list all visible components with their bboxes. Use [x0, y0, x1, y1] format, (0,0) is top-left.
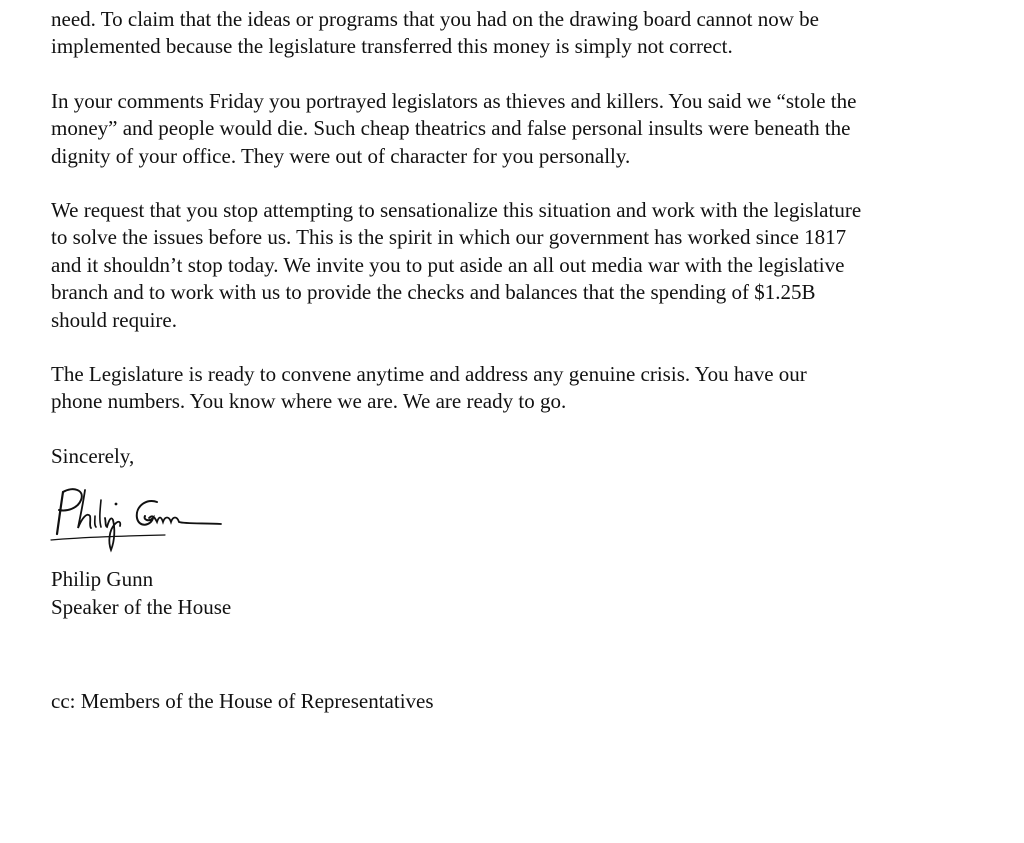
signer-name: Philip Gunn [51, 567, 154, 592]
paragraph-3: We request that you stop attempting to sensationalize this situation and work with the legislature to solve the issues before us. This is the spirit in which our government has worked since 1817 and it shouldn’t stop today. We invite you to put aside an all out media war with the legislative branch and to work with us to provide the checks and balances that the spending of $1.25B should require. [51, 198, 862, 332]
paragraph-4: The Legislature is ready to convene anytime and address any genuine crisis. You have our phone numbers. You know where we are. We are ready to go. [51, 362, 807, 414]
signer-block [51, 566, 991, 621]
handwritten-signature [45, 480, 245, 562]
closing-salutation: Sincerely, [51, 443, 135, 468]
paragraph-2: In your comments Friday you portrayed legislators as thieves and killers. You said we “stole the money” and people would die. Such cheap theatrics and false personal insults were beneath the dignity of your office. They were out of character for you personally. [51, 88, 857, 168]
signer-title: Speaker of the House [51, 594, 232, 619]
letter-page [51, 6, 991, 713]
cc-line: cc: Members of the House of Representatives [51, 689, 434, 713]
paragraph-1: need. To claim that the ideas or programs that you had on the drawing board cannot now be implemented because the legislature transferred this money is simply not correct. [51, 7, 819, 59]
